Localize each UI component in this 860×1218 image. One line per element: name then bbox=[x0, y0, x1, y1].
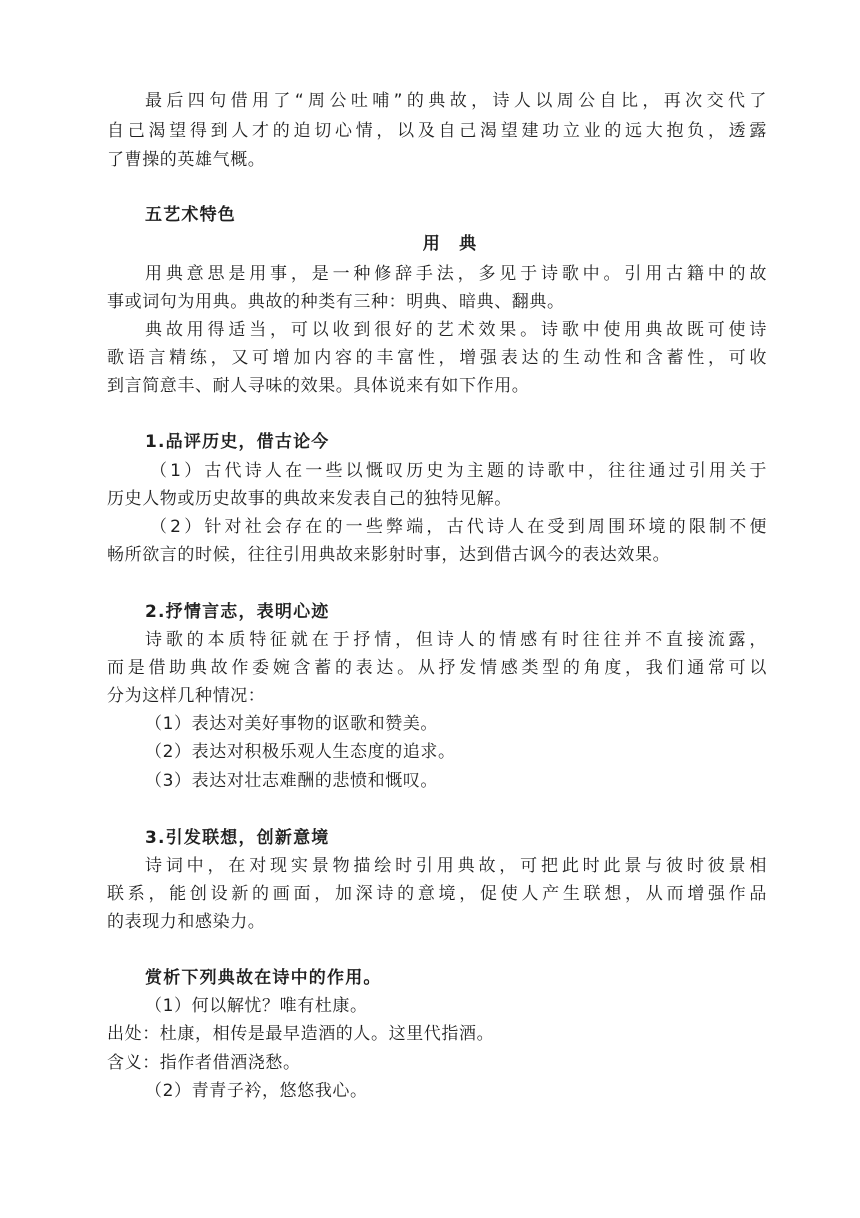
paragraph-line: 分为这样几种情况： bbox=[107, 686, 266, 706]
paragraph-line: （1）古代诗人在一些以慨叹历史为主题的诗歌中，往往通过引用关于 bbox=[150, 461, 767, 481]
intro-paragraph-line: 自己渴望得到人才的迫切心情，以及自己渴望建功立业的远大抱负，透露 bbox=[107, 121, 767, 141]
paragraph-line: 畅所欲言的时候，往往引用典故来影射时事，达到借古讽今的表达效果。 bbox=[107, 545, 671, 565]
paragraph-line: 用典意思是用事，是一种修辞手法，多见于诗歌中。引用古籍中的故 bbox=[145, 264, 767, 284]
list-item: （1）表达对美好事物的讴歌和赞美。 bbox=[145, 714, 439, 734]
exercise-question: （2）青青子衿，悠悠我心。 bbox=[145, 1081, 368, 1101]
list-item: （3）表达对壮志难酬的悲愤和慨叹。 bbox=[145, 771, 439, 791]
item-heading: 1.品评历史，借古论今 bbox=[145, 432, 330, 452]
intro-paragraph-line: 最后四句借用了“周公吐哺”的典故，诗人以周公自比，再次交代了 bbox=[145, 91, 767, 111]
paragraph-line: 联系，能创设新的画面，加深诗的意境，促使人产生联想，从而增强作品 bbox=[107, 884, 767, 904]
list-item: （2）表达对积极乐观人生态度的追求。 bbox=[145, 742, 456, 762]
exercise-heading: 赏析下列典故在诗中的作用。 bbox=[145, 968, 382, 988]
section-heading: 五艺术特色 bbox=[145, 205, 236, 225]
section-subheading: 用 典 bbox=[422, 234, 478, 254]
paragraph-line: 的表现力和感染力。 bbox=[107, 912, 266, 932]
exercise-meaning: 含义：指作者借酒浇愁。 bbox=[107, 1053, 301, 1073]
paragraph-line: （2）针对社会存在的一些弊端，古代诗人在受到周围环境的限制不便 bbox=[150, 517, 767, 537]
exercise-source: 出处：杜康，相传是最早造酒的人。这里代指酒。 bbox=[107, 1024, 495, 1044]
paragraph-line: 而是借助典故作委婉含蓄的表达。从抒发情感类型的角度，我们通常可以 bbox=[107, 658, 767, 678]
intro-paragraph-line: 了曹操的英雄气概。 bbox=[107, 150, 266, 170]
paragraph-line: 到言简意丰、耐人寻味的效果。具体说来有如下作用。 bbox=[107, 376, 530, 396]
paragraph-line: 诗词中，在对现实景物描绘时引用典故，可把此时此景与彼时彼景相 bbox=[145, 856, 767, 876]
exercise-question: （1）何以解忧？唯有杜康。 bbox=[145, 996, 368, 1016]
paragraph-line: 事或词句为用典。典故的种类有三种：明典、暗典、翻典。 bbox=[107, 292, 565, 312]
paragraph-line: 歌语言精练，又可增加内容的丰富性，增强表达的生动性和含蓄性，可收 bbox=[107, 348, 767, 368]
item-heading: 2.抒情言志，表明心迹 bbox=[145, 602, 330, 622]
paragraph-line: 典故用得适当，可以收到很好的艺术效果。诗歌中使用典故既可使诗 bbox=[145, 320, 767, 340]
item-heading: 3.引发联想，创新意境 bbox=[145, 828, 330, 848]
paragraph-line: 历史人物或历史故事的典故来发表自己的独特见解。 bbox=[107, 489, 512, 509]
paragraph-line: 诗歌的本质特征就在于抒情，但诗人的情感有时往往并不直接流露， bbox=[145, 630, 767, 650]
